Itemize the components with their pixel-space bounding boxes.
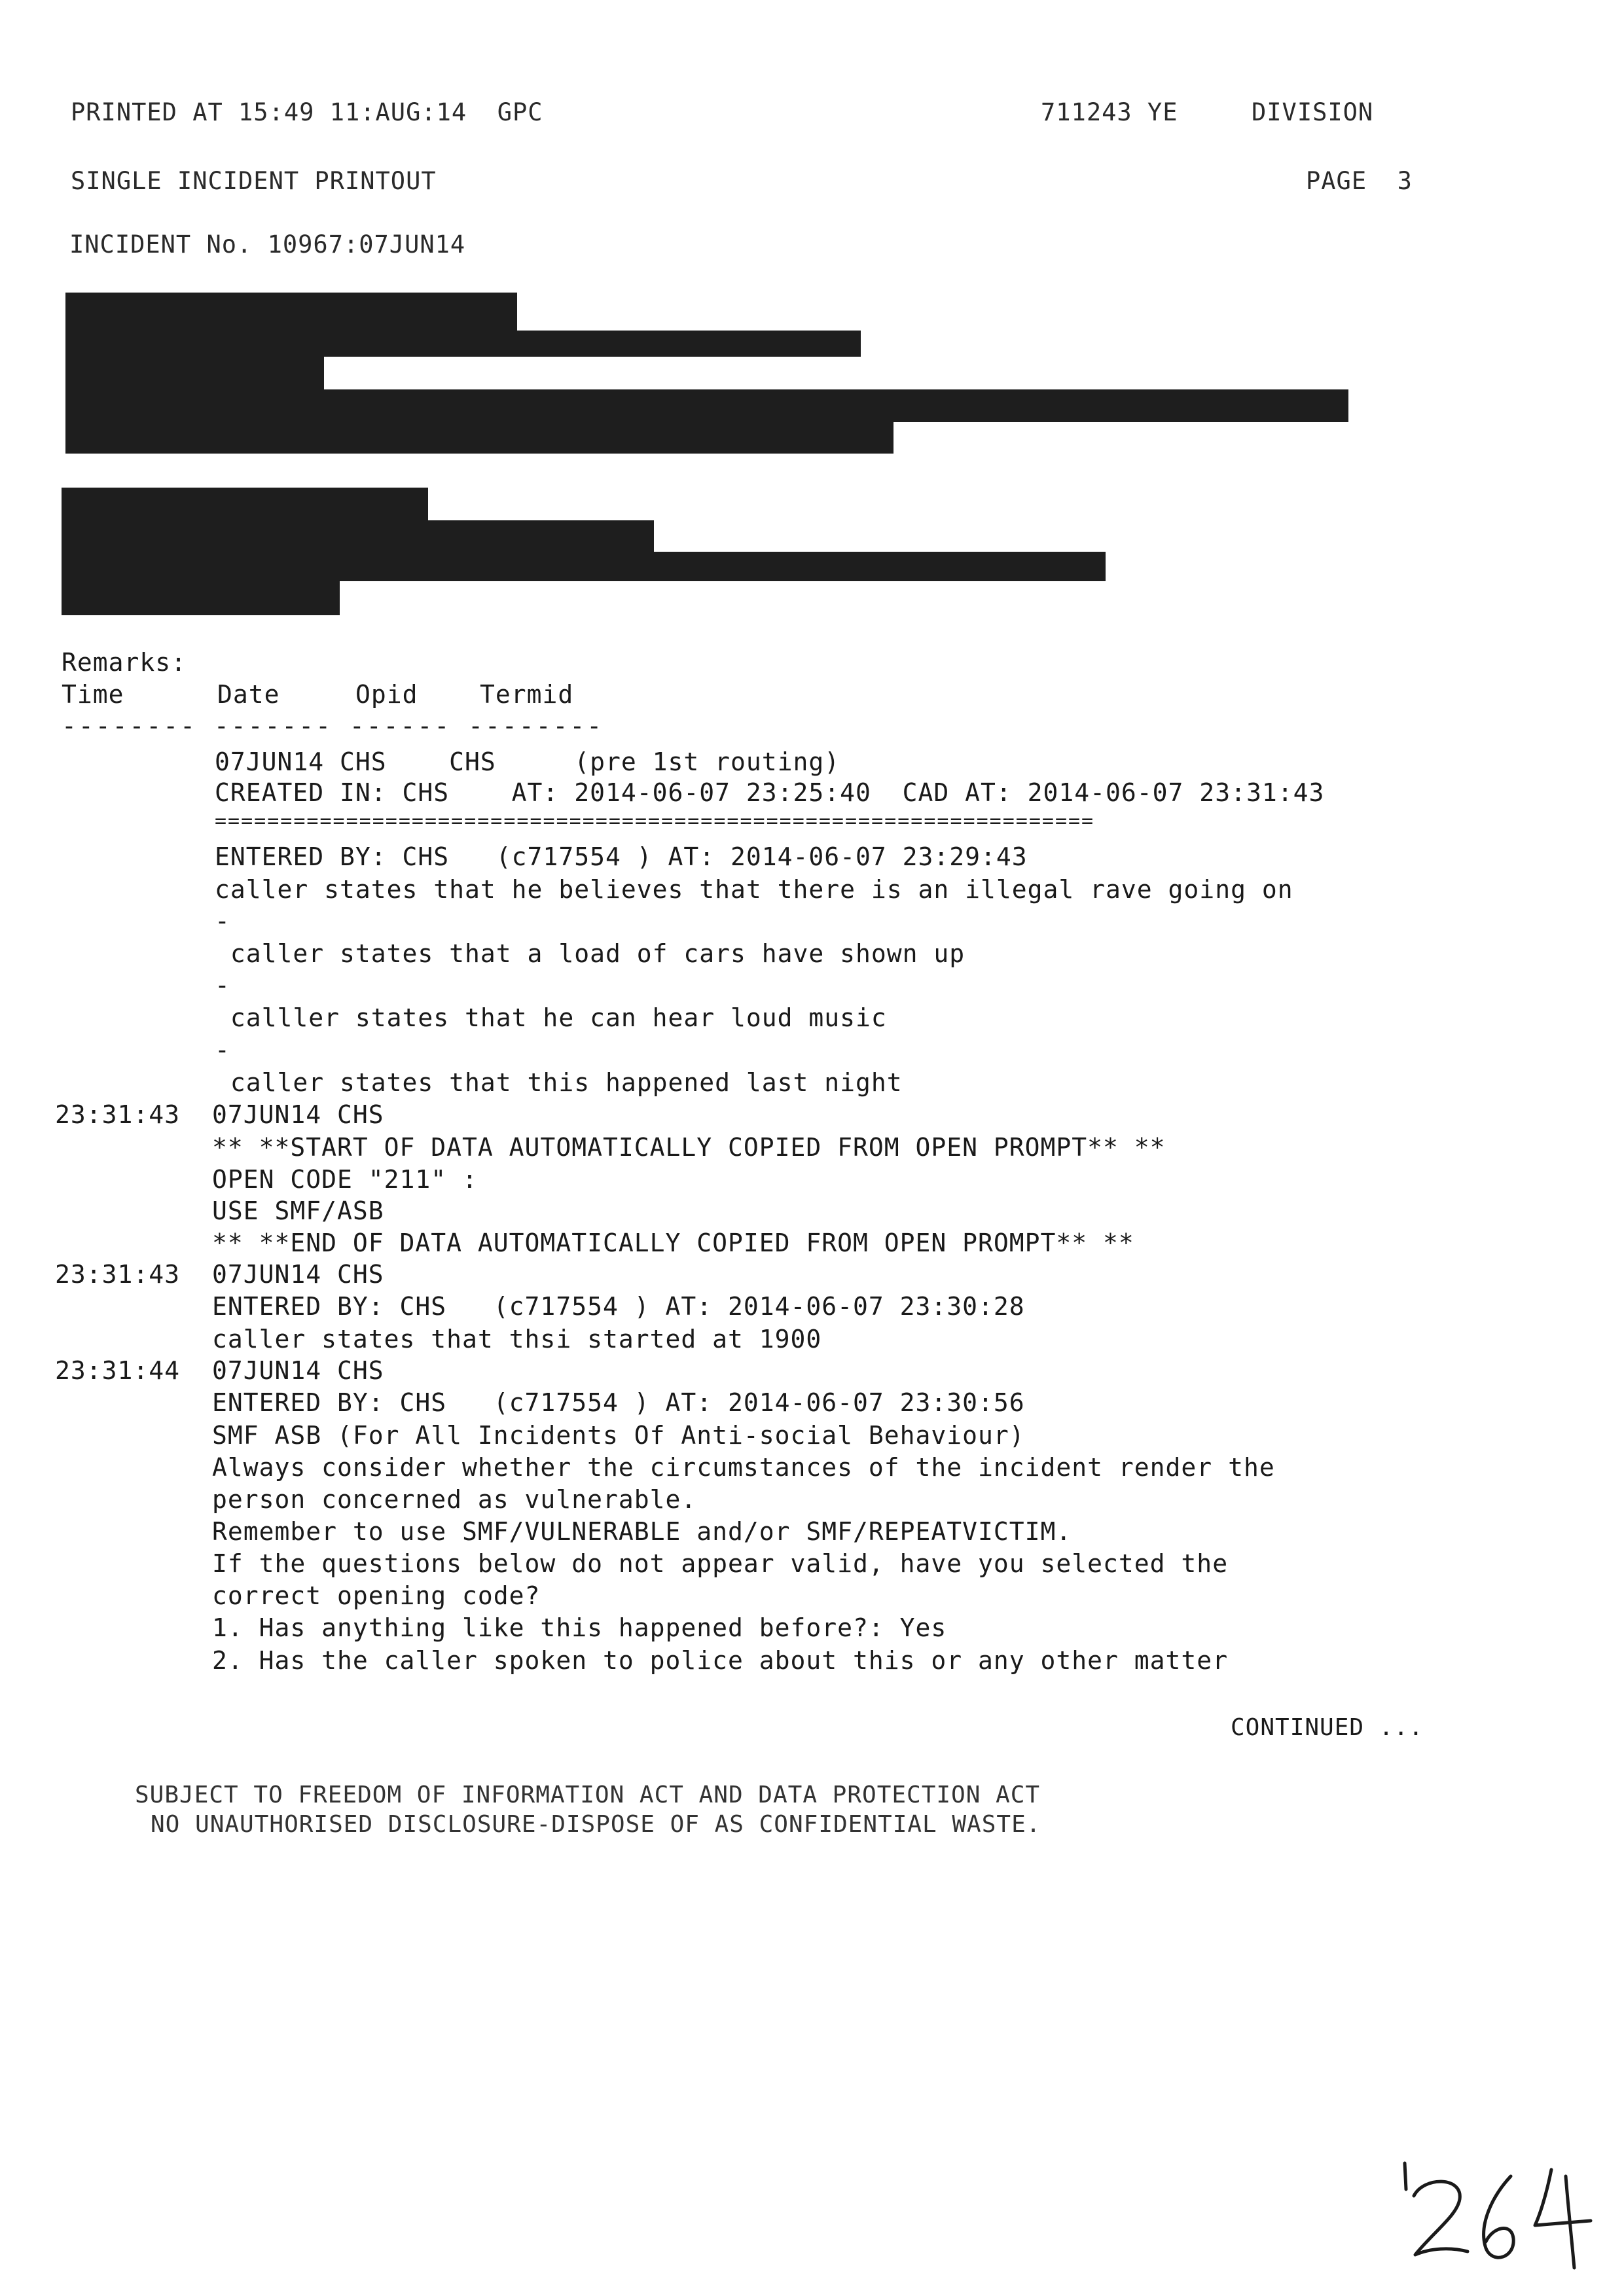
redaction-bar [65, 357, 324, 389]
log-line: ENTERED BY: CHS (c717554 ) AT: 2014-06-07 23:29:43 [215, 842, 1028, 871]
log-line: 07JUN14 CHS CHS (pre 1st routing) [215, 747, 840, 776]
log-line: caller states that a load of cars have shown up [215, 939, 965, 968]
footer-line-1: SUBJECT TO FREEDOM OF INFORMATION ACT AND DATA PROTECTION ACT [135, 1782, 1041, 1808]
log-time: 23:31:44 [55, 1356, 181, 1385]
continued-label: CONTINUED ... [1231, 1714, 1424, 1741]
log-line: Remember to use SMF/VULNERABLE and/or SMF/REPEATVICTIM. [212, 1517, 1072, 1546]
redaction-bar [65, 386, 324, 422]
log-line: CREATED IN: CHS AT: 2014-06-07 23:25:40 CAD AT: 2014-06-07 23:31:43 [215, 778, 1325, 807]
column-termid: Termid [480, 680, 574, 709]
redaction-bar [62, 520, 654, 552]
redaction-bar [324, 389, 1348, 422]
redaction-bar [62, 488, 428, 520]
log-line: USE SMF/ASB [212, 1196, 384, 1225]
redaction-bar [65, 331, 861, 357]
handwritten-page-number [1394, 2150, 1604, 2274]
log-line: 2. Has the caller spoken to police about this or any other matter [212, 1646, 1229, 1675]
log-line: correct opening code? [212, 1581, 541, 1610]
page-number: PAGE 3 [1306, 167, 1413, 195]
redaction-bar [62, 581, 340, 615]
division-label: DIVISION [1252, 98, 1374, 126]
log-line: 1. Has anything like this happened before?: Yes [212, 1613, 947, 1642]
redaction-bar [62, 552, 1106, 581]
log-line: ENTERED BY: CHS (c717554 ) AT: 2014-06-07 23:30:28 [212, 1292, 1025, 1321]
log-line: calller states that he can hear loud music [215, 1003, 887, 1032]
log-line: caller states that he believes that there is an illegal rave going on [215, 875, 1293, 904]
log-line: caller states that thsi started at 1900 [212, 1325, 822, 1354]
separator-line: =================================================================== [215, 810, 1095, 833]
log-line: - [215, 971, 230, 999]
log-line: If the questions below do not appear valid, have you selected the [212, 1549, 1229, 1578]
log-line: ** **START OF DATA AUTOMATICALLY COPIED FROM OPEN PROMPT** ** [212, 1133, 1166, 1162]
log-line: 07JUN14 CHS [212, 1100, 384, 1129]
column-date: Date [217, 680, 280, 709]
log-line: ENTERED BY: CHS (c717554 ) AT: 2014-06-07 23:30:56 [212, 1388, 1025, 1417]
column-rule: -------- ------- ------ -------- [62, 711, 604, 740]
reference-number: 711243 YE [1041, 98, 1178, 126]
column-time: Time [62, 680, 124, 709]
log-time: 23:31:43 [55, 1100, 181, 1129]
log-line: ** **END OF DATA AUTOMATICALLY COPIED FROM OPEN PROMPT** ** [212, 1229, 1134, 1257]
log-line: - [215, 1035, 230, 1064]
printout-title: SINGLE INCIDENT PRINTOUT [71, 167, 437, 195]
log-line: SMF ASB (For All Incidents Of Anti-social Behaviour) [212, 1421, 1025, 1450]
footer-line-2: NO UNAUTHORISED DISCLOSURE-DISPOSE OF AS CONFIDENTIAL WASTE. [151, 1811, 1041, 1838]
incident-number: INCIDENT No. 10967:07JUN14 [69, 230, 466, 259]
log-line: 07JUN14 CHS [212, 1356, 384, 1385]
log-line: person concerned as vulnerable. [212, 1485, 697, 1514]
printed-at: PRINTED AT 15:49 11:AUG:14 GPC [71, 98, 543, 126]
log-time: 23:31:43 [55, 1260, 181, 1289]
redaction-bar [65, 422, 893, 454]
log-line: caller states that this happened last night [215, 1068, 903, 1097]
log-line: OPEN CODE "211" : [212, 1165, 478, 1194]
column-opid: Opid [355, 680, 418, 709]
log-line: - [215, 906, 230, 935]
log-line: 07JUN14 CHS [212, 1260, 384, 1289]
remarks-label: Remarks: [62, 648, 187, 677]
log-line: Always consider whether the circumstances of the incident render the [212, 1453, 1275, 1482]
